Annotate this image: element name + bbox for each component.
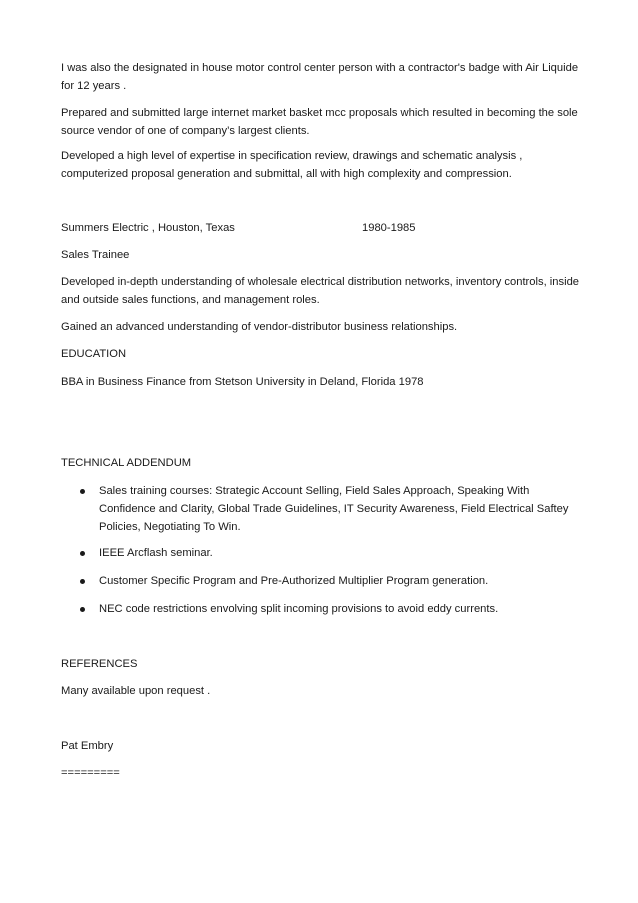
references-heading: REFERENCES [61, 658, 138, 670]
intro-paragraph-3: Developed a high level of expertise in specification review, drawings and schematic analysis , computerized proposal generation and submittal, all with high complexity and compression. [61, 150, 523, 180]
intro-paragraph-2: Prepared and submitted large internet market basket mcc proposals which resulted in becoming the sole source vendor of one of company’s largest clients. [61, 107, 578, 137]
list-item: IEEE Arcflash seminar. [99, 547, 213, 559]
bullet-icon [80, 551, 85, 556]
education-degree: BBA in Business Finance from Stetson University in Deland, Florida 1978 [61, 376, 424, 388]
bullet-icon [80, 607, 85, 612]
list-item: Sales training courses: Strategic Account Selling, Field Sales Approach, Speaking With Confidence and Clarity, Global Trade Guidelines, IT Security Awareness, Field Electrical Saftey Policies, Negotiating To Win. [99, 485, 569, 533]
job-paragraph-1: Developed in-depth understanding of wholesale electrical distribution networks, inventory controls, inside and outside sales functions, and management roles. [61, 276, 580, 306]
intro-paragraph-1: I was also the designated in house motor control center person with a contractor's badge with Air Liquide for 12 years . [61, 62, 579, 92]
list-item: NEC code restrictions envolving split incoming provisions to avoid eddy currents. [99, 603, 499, 615]
job-title: Sales Trainee [61, 249, 130, 261]
job-paragraph-2: Gained an advanced understanding of vendor-distributor business relationships. [61, 321, 458, 333]
signature-name: Pat Embry [61, 740, 114, 752]
references-text: Many available upon request . [61, 685, 211, 697]
employer-name: Summers Electric , Houston, Texas [61, 222, 235, 234]
technical-heading: TECHNICAL ADDENDUM [61, 457, 192, 469]
bullet-icon [80, 579, 85, 584]
list-item: Customer Specific Program and Pre-Authorized Multiplier Program generation. [99, 575, 489, 587]
signature-rule: ========= [61, 767, 120, 779]
employment-dates: 1980-1985 [362, 222, 416, 234]
education-heading: EDUCATION [61, 348, 127, 360]
bullet-icon [80, 489, 85, 494]
